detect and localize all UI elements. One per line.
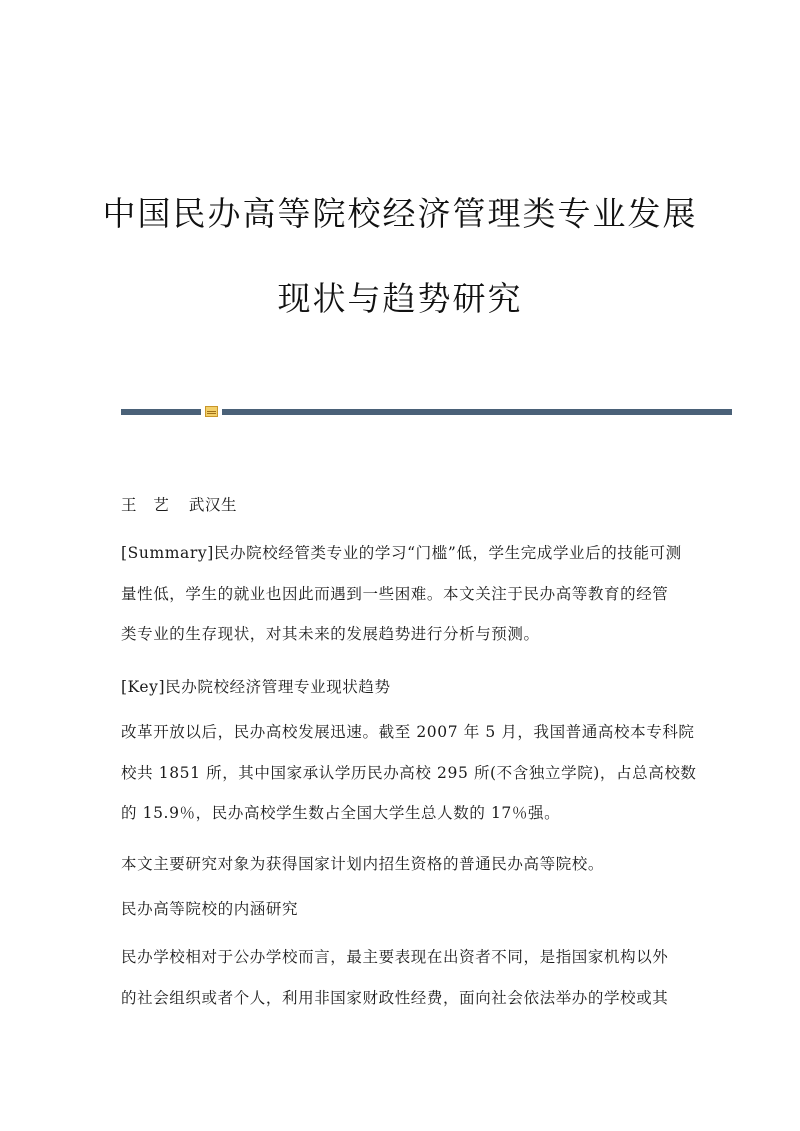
keywords-line xyxy=(121,676,691,698)
document-icon xyxy=(205,406,218,417)
summary-line: 类专业的生存现状，对其未来的发展趋势进行分析与预测。 xyxy=(121,625,540,643)
document-title-line-1: 中国民办高等院校经济管理类专业发展 xyxy=(102,194,698,233)
summary-line: [Summary]民办院校经管类专业的学习“门槛”低，学生完成学业后的技能可测 xyxy=(121,544,682,562)
body-line: 本文主要研究对象为获得国家计划内招生资格的普通民办高等院校。 xyxy=(121,855,605,873)
author-name: 王 艺 xyxy=(121,496,170,514)
body-paragraph xyxy=(121,946,691,1009)
title-divider-left xyxy=(121,409,201,415)
summary-paragraph xyxy=(121,542,691,645)
keywords-text: [Key]民办院校经济管理专业现状趋势 xyxy=(121,678,391,696)
author-name: 武汉生 xyxy=(188,496,238,514)
body-line: 改革开放以后，民办高校发展迅速。截至 2007 年 5 月，我国普通高校本专科院 xyxy=(121,723,695,741)
document-title-line-2: 现状与趋势研究 xyxy=(277,279,523,318)
section-heading-text: 民办高等院校的内涵研究 xyxy=(121,900,299,918)
summary-line: 量性低，学生的就业也因此而遇到一些困难。本文关注于民办高等教育的经管 xyxy=(121,584,669,603)
body-line: 民办学校相对于公办学校而言，最主要表现在出资者不同，是指国家机构以外 xyxy=(121,948,669,966)
body-line: 的 15.9％，民办高校学生数占全国大学生总人数的 17％强。 xyxy=(121,804,561,822)
body-paragraph xyxy=(121,721,697,824)
body-line: 校共 1851 所，其中国家承认学历民办高校 295 所(不含独立学院)，占总高校数 xyxy=(121,763,697,782)
body-paragraph xyxy=(121,853,691,875)
section-heading xyxy=(121,898,691,920)
author-list xyxy=(121,494,691,516)
title-divider-right xyxy=(222,409,732,415)
body-line: 的社会组织或者个人，利用非国家财政性经费，面向社会依法举办的学校或其 xyxy=(121,988,669,1007)
